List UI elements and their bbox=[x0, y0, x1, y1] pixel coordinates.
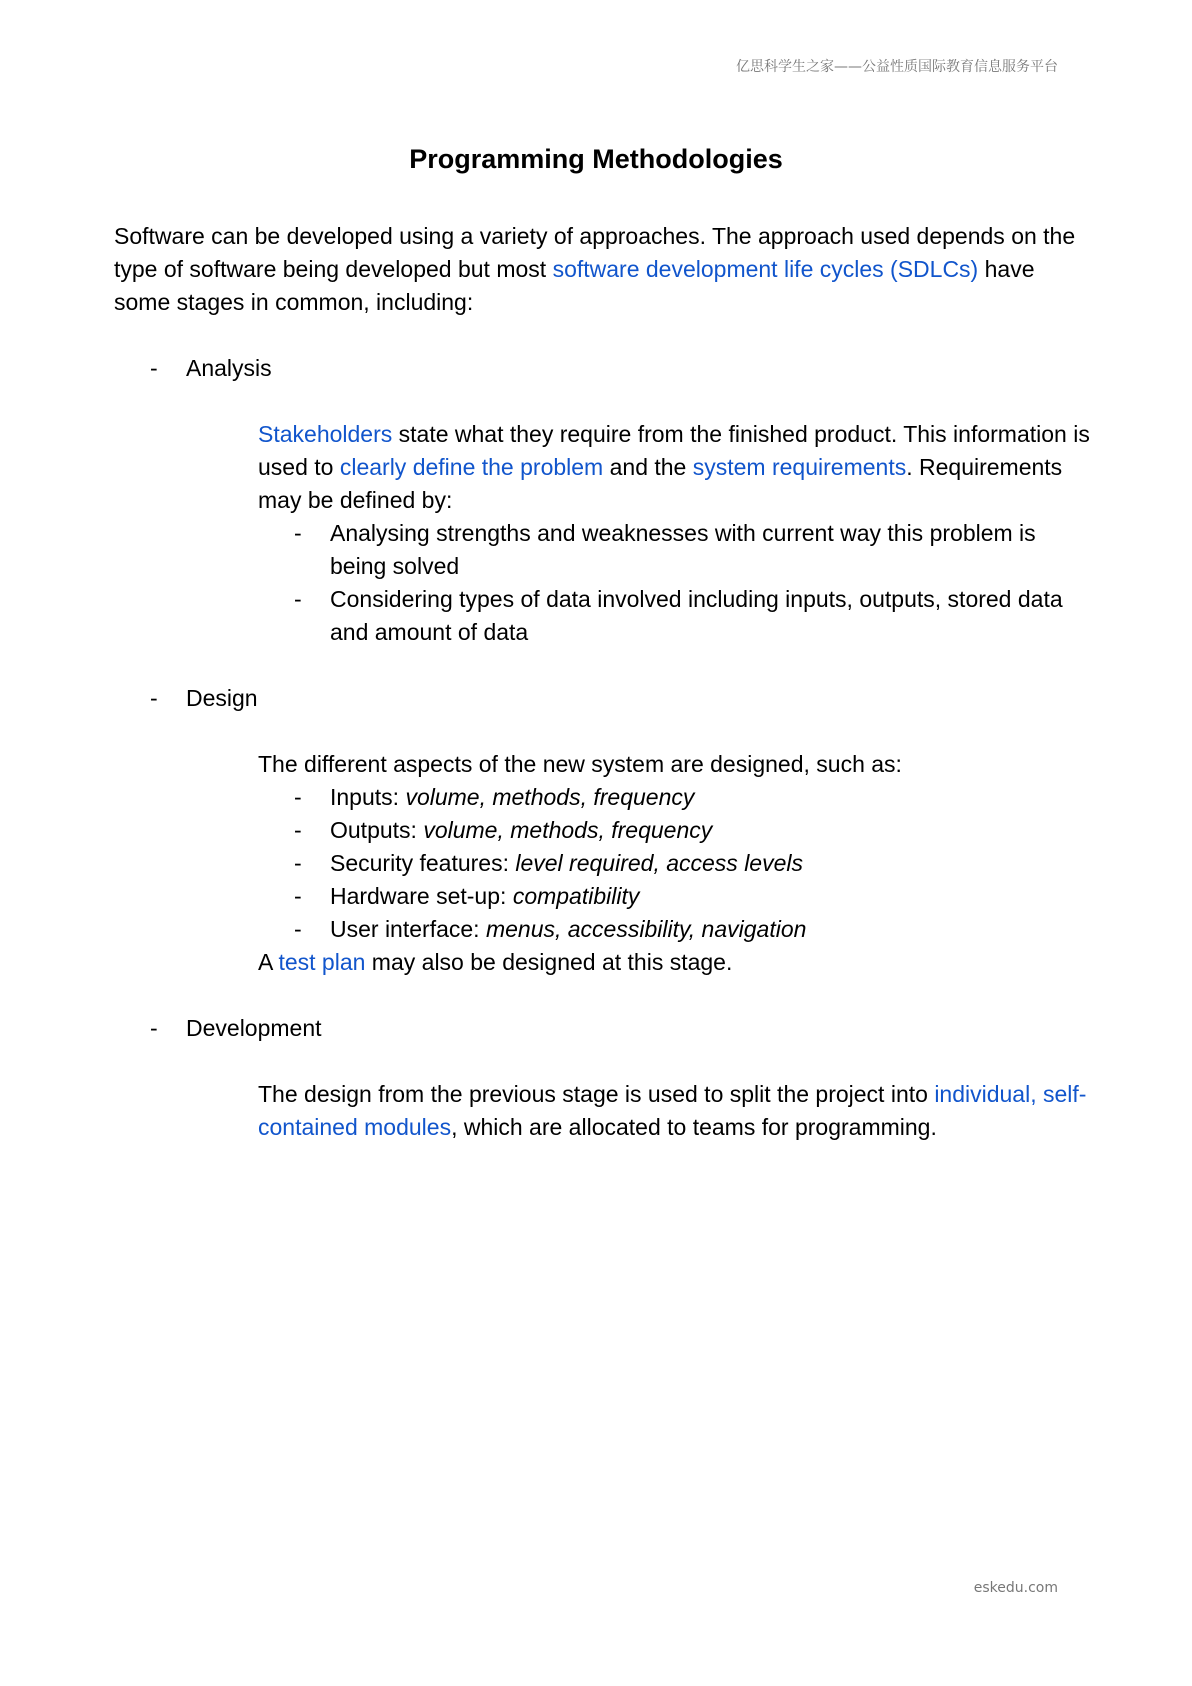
item-label: Outputs: bbox=[330, 817, 424, 843]
list-item bbox=[258, 814, 1094, 847]
intro-text-end: have some stages in common, including: bbox=[114, 256, 1035, 315]
analysis-text: state what they require from the finished product. This information is used to bbox=[258, 421, 1090, 480]
intro-paragraph bbox=[114, 220, 1094, 319]
list-item bbox=[258, 913, 1094, 946]
modules-link[interactable]: individual, self-contained modules bbox=[258, 1081, 1087, 1140]
intro-text: Software can be developed using a variety of approaches. The approach used depends on the type of software being developed but most bbox=[114, 223, 1076, 282]
stage-heading-design: Design bbox=[186, 685, 258, 711]
system-requirements-link[interactable]: system requirements bbox=[692, 454, 907, 480]
development-section bbox=[258, 1078, 1094, 1144]
stage-analysis bbox=[114, 352, 1094, 385]
list-item bbox=[258, 583, 1094, 649]
page-header: 亿思科学生之家——公益性质国际教育信息服务平台 bbox=[736, 59, 1058, 75]
design-outro-text: A bbox=[258, 949, 279, 975]
item-detail: volume, methods, frequency bbox=[405, 784, 695, 810]
sdlc-link[interactable]: software development life cycles (SDLCs) bbox=[552, 256, 979, 282]
analysis-list bbox=[258, 517, 1094, 649]
list-item-text: Considering types of data involved including inputs, outputs, stored data and amount of data bbox=[330, 586, 1063, 645]
list-dash: - bbox=[294, 883, 302, 909]
list-dash: - bbox=[294, 586, 302, 612]
list-item bbox=[258, 880, 1094, 913]
design-outro-text: may also be designed at this stage. bbox=[365, 949, 733, 975]
development-paragraph bbox=[258, 1078, 1094, 1144]
analysis-text: and the bbox=[603, 454, 693, 480]
item-label: Inputs: bbox=[330, 784, 406, 810]
list-item bbox=[258, 517, 1094, 583]
list-dash: - bbox=[150, 1015, 158, 1041]
item-label: Hardware set-up: bbox=[330, 883, 513, 909]
analysis-text: . Requirements may be defined by: bbox=[258, 454, 1063, 513]
item-label: User interface: bbox=[330, 916, 486, 942]
item-detail: menus, accessibility, navigation bbox=[485, 916, 807, 942]
list-dash: - bbox=[150, 355, 158, 381]
test-plan-link[interactable]: test plan bbox=[278, 949, 366, 975]
item-detail: level required, access levels bbox=[515, 850, 803, 876]
list-item-text: Analysing strengths and weaknesses with current way this problem is being solved bbox=[330, 520, 1036, 579]
analysis-paragraph bbox=[258, 418, 1094, 517]
define-problem-link[interactable]: clearly define the problem bbox=[339, 454, 604, 480]
item-detail: volume, methods, frequency bbox=[423, 817, 713, 843]
list-dash: - bbox=[294, 916, 302, 942]
list-dash: - bbox=[150, 685, 158, 711]
development-text: , which are allocated to teams for programming. bbox=[451, 1114, 937, 1140]
development-text: The design from the previous stage is used to split the project into bbox=[258, 1081, 935, 1107]
list-dash: - bbox=[294, 850, 302, 876]
list-item bbox=[258, 847, 1094, 880]
document-body bbox=[114, 220, 1094, 1177]
list-item bbox=[258, 781, 1094, 814]
analysis-section bbox=[258, 418, 1094, 649]
list-dash: - bbox=[294, 520, 302, 546]
design-outro bbox=[258, 946, 1094, 979]
stage-heading-analysis: Analysis bbox=[186, 355, 272, 381]
page-footer: eskedu.com bbox=[973, 1580, 1058, 1596]
item-label: Security features: bbox=[330, 850, 516, 876]
design-section bbox=[258, 748, 1094, 979]
stakeholders-link[interactable]: Stakeholders bbox=[258, 421, 393, 447]
design-intro: The different aspects of the new system are designed, such as: bbox=[258, 751, 902, 777]
item-detail: compatibility bbox=[512, 883, 640, 909]
page-title: Programming Methodologies bbox=[409, 144, 783, 174]
list-dash: - bbox=[294, 784, 302, 810]
design-list bbox=[258, 781, 1094, 946]
stage-development bbox=[114, 1012, 1094, 1045]
stage-design bbox=[114, 682, 1094, 715]
stage-heading-development: Development bbox=[186, 1015, 322, 1041]
list-dash: - bbox=[294, 817, 302, 843]
